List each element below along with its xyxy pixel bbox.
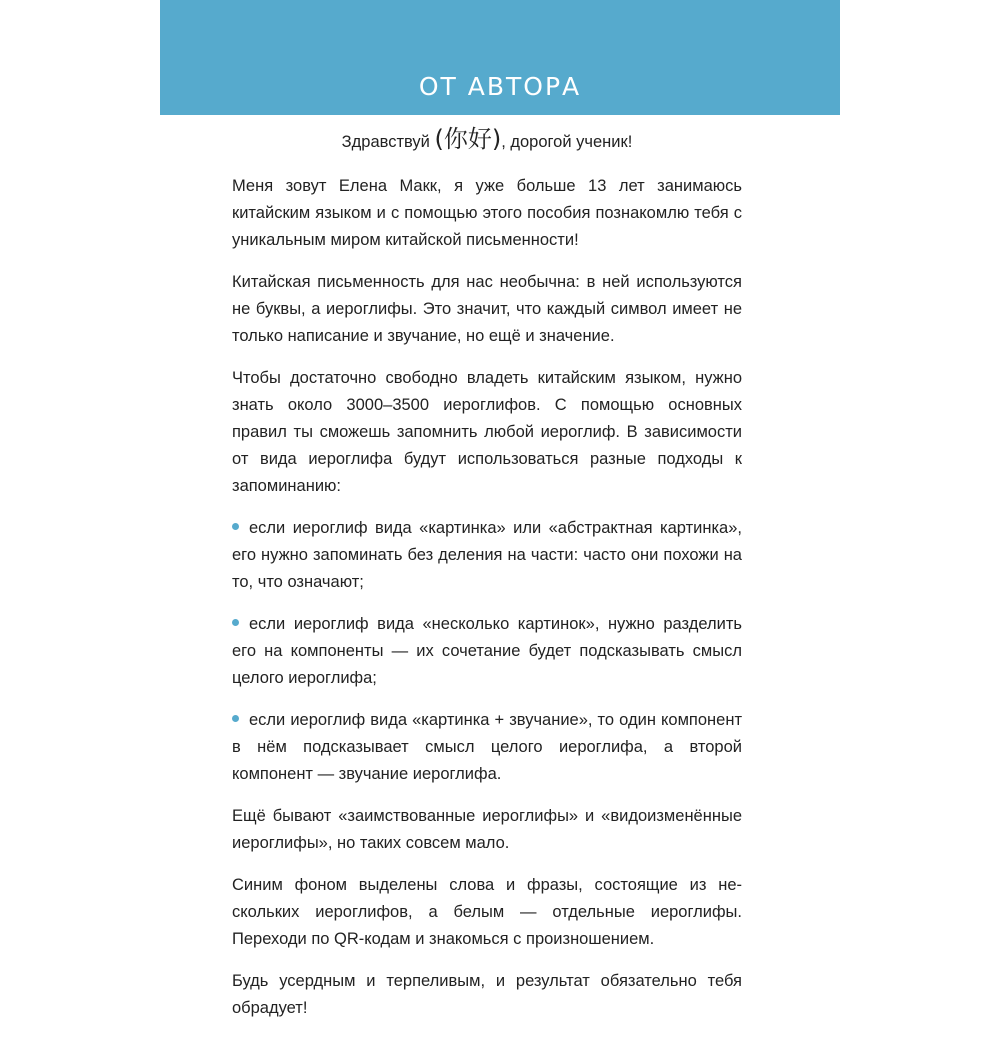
section-title: ОТ АВТОРА [418,72,582,101]
paragraph-borrowed: Ещё бывают «заимствованные иероглифы» и «видоизменённые иероглифы», но таких совсем мало. [232,807,742,852]
paragraph-encouragement: Будь усердным и терпеливым, и результат обязательно тебя обрадует! [232,972,742,1017]
greeting-after: , дорогой ученик! [501,133,633,151]
bullet-dot-icon [232,715,239,722]
bullet-item [232,611,742,692]
header-band [160,0,840,115]
bullet-dot-icon [232,619,239,626]
bullet-item [232,707,742,788]
bullet-text: если иероглиф вида «картинка + звучание», то один компонент в нём подсказывает смысл целого иероглифа, а второй компонент — звучание иероглифа. [232,711,742,783]
greeting-hanzi: (你好) [434,125,502,153]
bullet-item [232,515,742,596]
page-content [232,121,742,1037]
paragraph-writing: Китайская письменность для нас необычна: в ней используются не буквы, а иероглифы. Это значит, что каждый символ имеет не только написание и звучание, но ещё и значение. [232,273,742,345]
bullet-dot-icon [232,523,239,530]
bullet-text: если иероглиф вида «несколько картинок», нужно разделить его на компоненты — их сочетание будет подсказывать смысл целого иероглифа; [232,615,742,687]
paragraph-legend: Синим фоном выделены слова и фразы, состоящие из нескольких иероглифов, а белым — отдельные иероглифы. Переходи по QR-кодам и знакомься с произношением. [232,876,742,948]
greeting-line [232,121,742,160]
bullet-text: если иероглиф вида «картинка» или «абстрактная картинка», его нужно запоминать без деления на части: часто они похожи на то, что означают; [232,519,742,591]
paragraph-memorizing: Чтобы достаточно свободно владеть китайским языком, нужно знать около 3000–3500 иероглифов. С помощью основных правил ты сможешь запомнить любой иероглиф. В зависимости от вида иероглифа будут использоваться разные подходы к запоминанию: [232,369,742,495]
paragraph-intro: Меня зовут Елена Макк, я уже больше 13 лет занимаюсь китайским языком и с помощью этого пособия познакомлю тебя с уникальным миром китайской письменности! [232,177,742,249]
greeting-before: Здравствуй [341,133,435,151]
